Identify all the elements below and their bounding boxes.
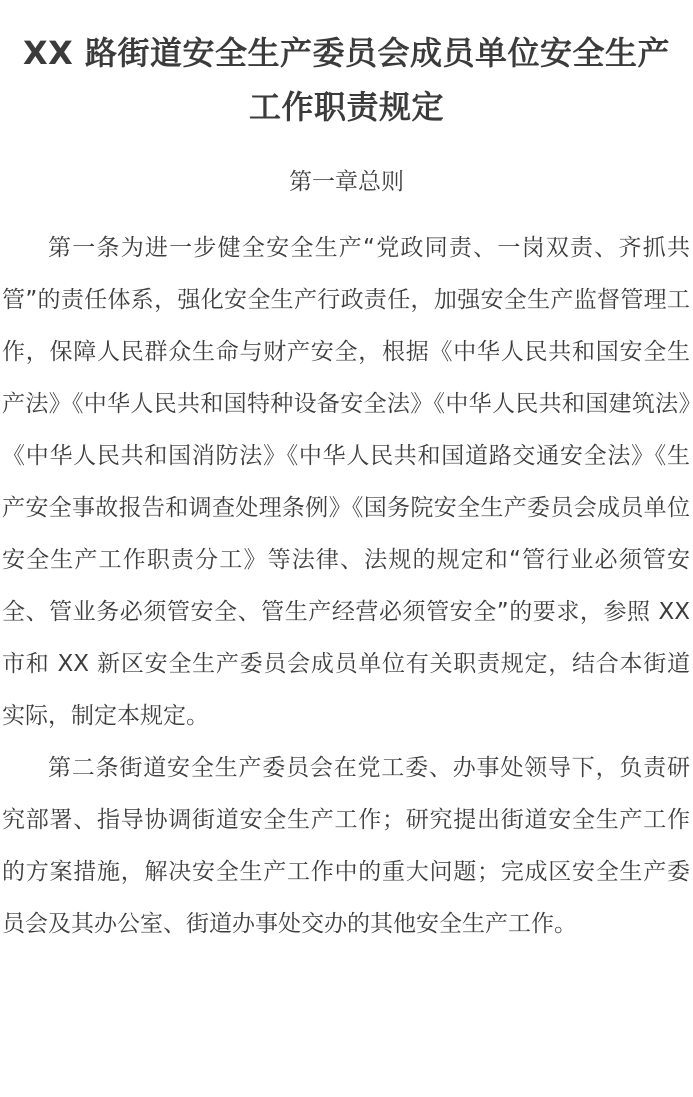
document-body (2, 222, 690, 950)
document-title: XX 路街道安全生产委员会成员单位安全生产工作职责规定 (23, 34, 670, 126)
chapter-heading: 第一章总则 (289, 169, 404, 195)
paragraph-article-1: 第一条为进一步健全安全生产“党政同责、一岗双责、齐抓共管”的责任体系，强化安全生产行政责任，加强安全生产监督管理工作，保障人民群众生命与财产安全，根据《中华人民共和国安全生产法》《中华人民共和国特种设备安全法》《中华人民共和国建筑法》《中华人民共和国消防法》《中华人民共和国道路交通安全法》《生产安全事故报告和调查处理条例》《国务院安全生产委员会成员单位安全生产工作职责分工》等法律、法规的规定和“管行业必须管安全、管业务必须管安全、管生产经营必须管安全”的要求，参照 XX 市和 XX 新区安全生产委员会成员单位有关职责规定，结合本街道实际，制定本规定。 (2, 235, 690, 729)
paragraph-article-2: 第二条街道安全生产委员会在党工委、办事处领导下，负责研究部署、指导协调街道安全生产工作；研究提出街道安全生产工作的方案措施，解决安全生产工作中的重大问题；完成区安全生产委员会及其办公室、街道办事处交办的其他安全生产工作。 (2, 755, 690, 937)
